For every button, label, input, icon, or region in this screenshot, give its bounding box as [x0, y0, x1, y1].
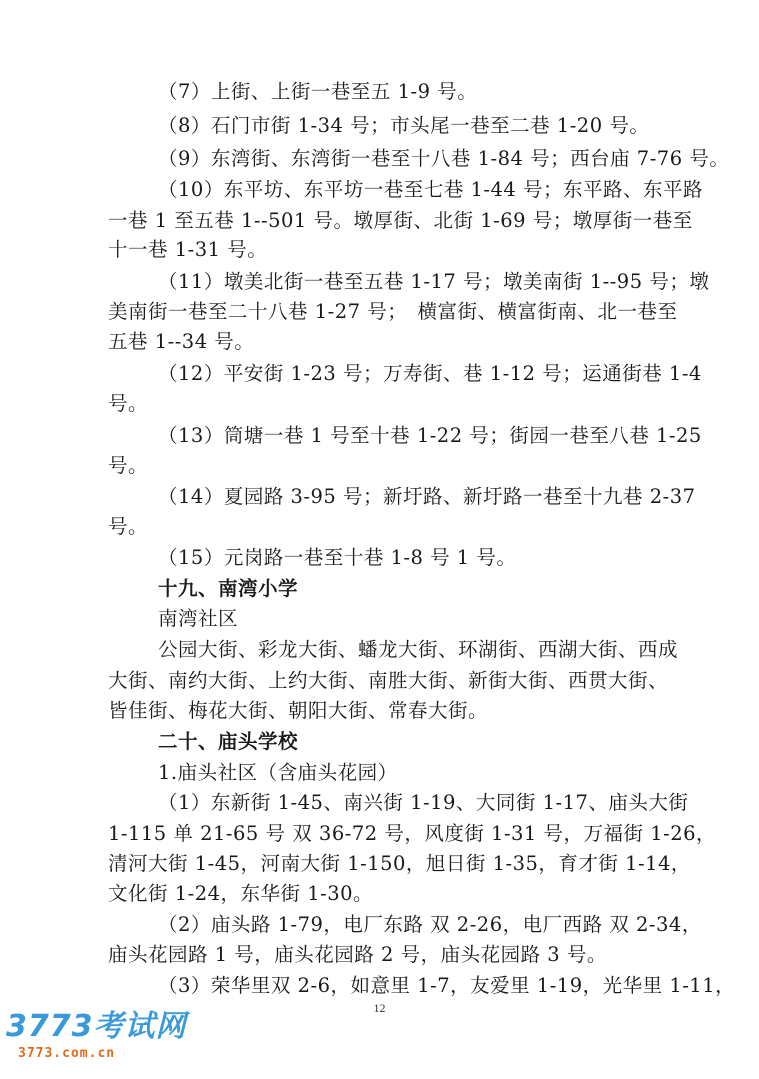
text-line: 清河大街 1-45，河南大街 1-150，旭日街 1-35，育才街 1-14，: [108, 852, 691, 875]
section-heading: 二十、庙头学校: [158, 730, 299, 753]
text-line: 号。: [108, 515, 149, 538]
watermark-url: 3773.com.cn: [18, 1046, 116, 1061]
text-line: （13）筒塘一巷 1 号至十巷 1-22 号；街园一巷至八巷 1-25: [158, 424, 702, 447]
text-line: 皆佳街、梅花大街、朝阳大街、常春大街。: [108, 699, 489, 722]
text-line: （9）东湾街、东湾街一巷至十八巷 1-84 号；西台庙 7-76 号。: [158, 147, 730, 170]
section-heading: 十九、南湾小学: [158, 577, 299, 600]
page-number: 12: [373, 1001, 386, 1015]
text-line: （10）东平坊、东平坊一巷至七巷 1-44 号；东平路、东平路: [158, 178, 704, 201]
text-line: （11）墩美北街一巷至五巷 1-17 号；墩美南街 1--95 号；墩: [158, 270, 710, 293]
text-line: 1.庙头社区（含庙头花园）: [158, 761, 398, 784]
watermark-logo-text: 3773考试网: [6, 1009, 187, 1044]
text-line: （14）夏园路 3-95 号；新圩路、新圩路一巷至十九巷 2-37: [158, 485, 696, 508]
text-line: 庙头花园路 1 号，庙头花园路 2 号，庙头花园路 3 号。: [108, 943, 607, 966]
text-line: （15）元岗路一巷至十巷 1-8 号 1 号。: [158, 546, 517, 569]
text-line: （2）庙头路 1-79，电厂东路 双 2-26，电厂西路 双 2-34，: [158, 913, 702, 936]
text-line: 号。: [108, 392, 149, 415]
text-line: 大街、南约大街、上约大街、南胜大街、新街大街、西贯大街、: [108, 669, 669, 692]
text-line: 号。: [108, 454, 149, 477]
text-line: 公园大街、彩龙大街、蟠龙大街、环湖街、西湖大街、西成: [158, 638, 679, 661]
text-line: （3）荣华里双 2-6，如意里 1-7，友爱里 1-19，光华里 1-11，: [158, 974, 736, 997]
text-line: 美南街一巷至二十八巷 1-27 号； 横富街、横富街南、北一巷至: [108, 300, 678, 323]
text-line: （8）石门市街 1-34 号；市头尾一巷至二巷 1-20 号。: [158, 114, 650, 137]
text-line: （12）平安街 1-23 号；万寿街、巷 1-12 号；运通街巷 1-4: [158, 362, 702, 385]
text-line: 1-115 单 21-65 号 双 36-72 号，风度街 1-31 号，万福街 1-26，: [108, 822, 717, 845]
text-line: 五巷 1--34 号。: [108, 330, 255, 353]
text-line: 文化街 1-24，东华街 1-30。: [108, 882, 374, 905]
text-line: （1）东新街 1-45、南兴街 1-19、大同街 1-17、庙头大街: [158, 791, 689, 814]
text-line: 一巷 1 至五巷 1--501 号。墩厚街、北街 1-69 号；墩厚街一巷至: [108, 209, 693, 232]
text-line: 十一巷 1-31 号。: [108, 238, 268, 261]
watermark-logo: [6, 1009, 187, 1072]
text-line: 南湾社区: [158, 607, 239, 630]
text-line: （7）上街、上街一巷至五 1-9 号。: [158, 80, 478, 103]
